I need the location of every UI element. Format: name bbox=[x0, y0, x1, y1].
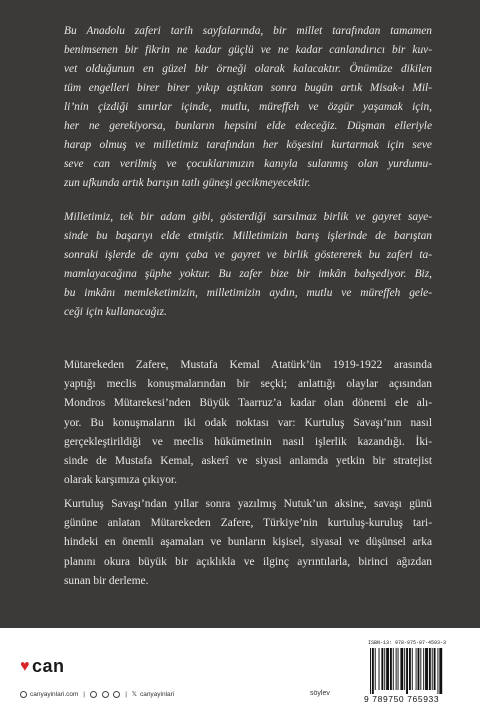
quote1-line: li’nin çizdiği sınırlar içinde, mutlu, müreffeh ve özgür yaşamak için, bbox=[64, 101, 432, 113]
barcode-bar bbox=[381, 648, 383, 690]
barcode-bar bbox=[425, 648, 428, 690]
barcode-digits: 9 789750 765933 bbox=[364, 694, 440, 704]
barcode-bar bbox=[429, 648, 431, 690]
quote1-line: Bu Anadolu zaferi tarih sayfalarında, bir millet tarafından tamamen bbox=[64, 25, 432, 37]
barcode-bar bbox=[420, 648, 421, 690]
barcode-bar bbox=[372, 648, 374, 694]
body1-line: yaptığı meclis konuşmalarından bir seçki; anlattığı olaylar açısından bbox=[64, 378, 432, 391]
quote1-line: harap olmuş ve milletimiz tarafından her köşesini kurtarmak için seve bbox=[64, 139, 432, 151]
quote2-line: bu imkânı memleketimizin, milletimizin aydın, mutlu ve müreffeh gele- bbox=[64, 287, 432, 299]
website-link[interactable]: canyayinlari.com bbox=[30, 691, 79, 698]
barcode-bar bbox=[379, 648, 380, 690]
social-handle[interactable]: canyayinlari bbox=[139, 691, 175, 698]
logo-text: can bbox=[32, 656, 65, 676]
barcode-bar bbox=[432, 648, 433, 690]
barcode-bar bbox=[390, 648, 392, 690]
barcode-bar bbox=[375, 648, 376, 690]
barcode-bar bbox=[439, 648, 442, 694]
body1-line: sinde de Mustafa Kemal, askerî ve siyasi anlamda yetkin bir stratejist bbox=[64, 455, 432, 468]
barcode-bar bbox=[406, 648, 408, 694]
body2-line: planını okura büyük bir açıklıkla ve ilginç ayrıntılarla, birinci ağızdan bbox=[64, 555, 432, 568]
quote1-line: zun ufkunda artık barışın tatlı güneşi gecikmeyecektir. bbox=[64, 177, 311, 189]
barcode-bar bbox=[396, 648, 397, 690]
barcode-bar bbox=[416, 648, 417, 690]
body1-line: olarak karşımıza çıkıyor. bbox=[64, 474, 177, 487]
barcode-bar bbox=[434, 648, 436, 690]
barcode-bar bbox=[393, 648, 394, 690]
social-links: canyayinlari.com | | 𝕏 canyayinlari bbox=[20, 690, 177, 698]
globe-icon bbox=[20, 691, 27, 698]
body1-line: Mondros Mütarekesi’nden Büyük Taarruz’a kadar olan dönemi ele alı- bbox=[64, 397, 432, 410]
quote1-line: vet olduğunun en güzel bir örneği olarak kalacaktır. Önümüze dikilen bbox=[64, 63, 432, 75]
youtube-icon[interactable] bbox=[113, 691, 120, 698]
barcode-bar bbox=[384, 648, 385, 690]
quote1-line: benimsenen bir fikrin ne kadar güçlü ve ne kadar canlandırıcı bir kuv- bbox=[64, 44, 432, 56]
barcode-bar bbox=[404, 648, 405, 690]
body2-line: gününe anlatan Mütarekeden Zafere, Türkiye’nin kurtuluş-kuruluş tari- bbox=[64, 517, 432, 530]
body2-line: hindeki en önemli aşamaları ve bunların kişisel, siyasal ve düşünsel arka bbox=[64, 536, 432, 549]
genre-label: söylev bbox=[310, 690, 330, 697]
barcode-bar bbox=[412, 648, 413, 690]
isbn-barcode-block bbox=[364, 640, 472, 706]
body2-line: sunan bir derleme. bbox=[64, 574, 149, 587]
barcode-bar bbox=[437, 648, 438, 694]
heart-icon: ♥ bbox=[20, 657, 30, 675]
body1-line: Mütarekeden Zafere, Mustafa Kemal Atatürk’ün 1919-1922 arasında bbox=[64, 359, 432, 371]
quote2-line: ceği için kullanacağız. bbox=[64, 306, 167, 318]
publisher-logo bbox=[20, 656, 65, 677]
quote2-line: sonraki işlerde de aynı çaba ve gayret ve birlik göstererek bu zaferi ta- bbox=[64, 249, 432, 261]
barcode bbox=[368, 648, 468, 694]
quote2-line: Milletimiz, tek bir adam gibi, gösterdiği sarsılmaz birlik ve gayret saye- bbox=[64, 211, 432, 223]
quote1-line: tüm engelleri birer birer yıkıp aştıktan sonra bugün artık Misak-ı Mil- bbox=[64, 82, 432, 94]
quote1-line: her ne gerekiyorsa, bunların hepsini elde edeceğiz. Düşman elleriyle bbox=[64, 120, 432, 132]
quote2-line: mamlayacağına şüphe yoktur. Bu zafer bize bir imkân bahşediyor. Biz, bbox=[64, 268, 432, 280]
x-icon[interactable]: 𝕏 bbox=[131, 691, 137, 698]
barcode-bar bbox=[386, 648, 389, 690]
instagram-icon[interactable] bbox=[102, 691, 109, 698]
body2-line: Kurtuluş Savaşı’ndan yıllar sonra yazılmış Nutuk’un aksine, savaşı günü bbox=[64, 498, 432, 510]
barcode-bar bbox=[409, 648, 411, 690]
quote2-line: sinde bu başarıyı elde etmiştir. Milletimizin barış işlerinde de barıştan bbox=[64, 230, 432, 242]
barcode-bar bbox=[370, 648, 371, 694]
barcode-bar bbox=[423, 648, 424, 690]
body1-line: gerçekleştirildiği ve meclis hükümetinin nasıl işlerlik kazandığı. İki- bbox=[64, 435, 432, 448]
barcode-bar bbox=[400, 648, 403, 690]
quote-block-2 bbox=[64, 208, 432, 322]
barcode-bar bbox=[418, 648, 420, 690]
facebook-icon[interactable] bbox=[90, 691, 97, 698]
barcode-bar bbox=[398, 648, 399, 690]
description-paragraph-2 bbox=[64, 495, 432, 591]
description-paragraph-1 bbox=[64, 356, 432, 490]
body1-line: yor. Bu konuşmaların iki odak noktası var: Kurtuluş Savaşı’nın nasıl bbox=[64, 416, 432, 429]
quote1-line: seve can verilmiş ve çocuklarımızın kanıyla sulanmış olan yurdumu- bbox=[64, 158, 432, 170]
quote-block-1 bbox=[64, 22, 432, 193]
isbn-text: ISBN-13: 978-975-07-4593-3 bbox=[368, 640, 447, 646]
